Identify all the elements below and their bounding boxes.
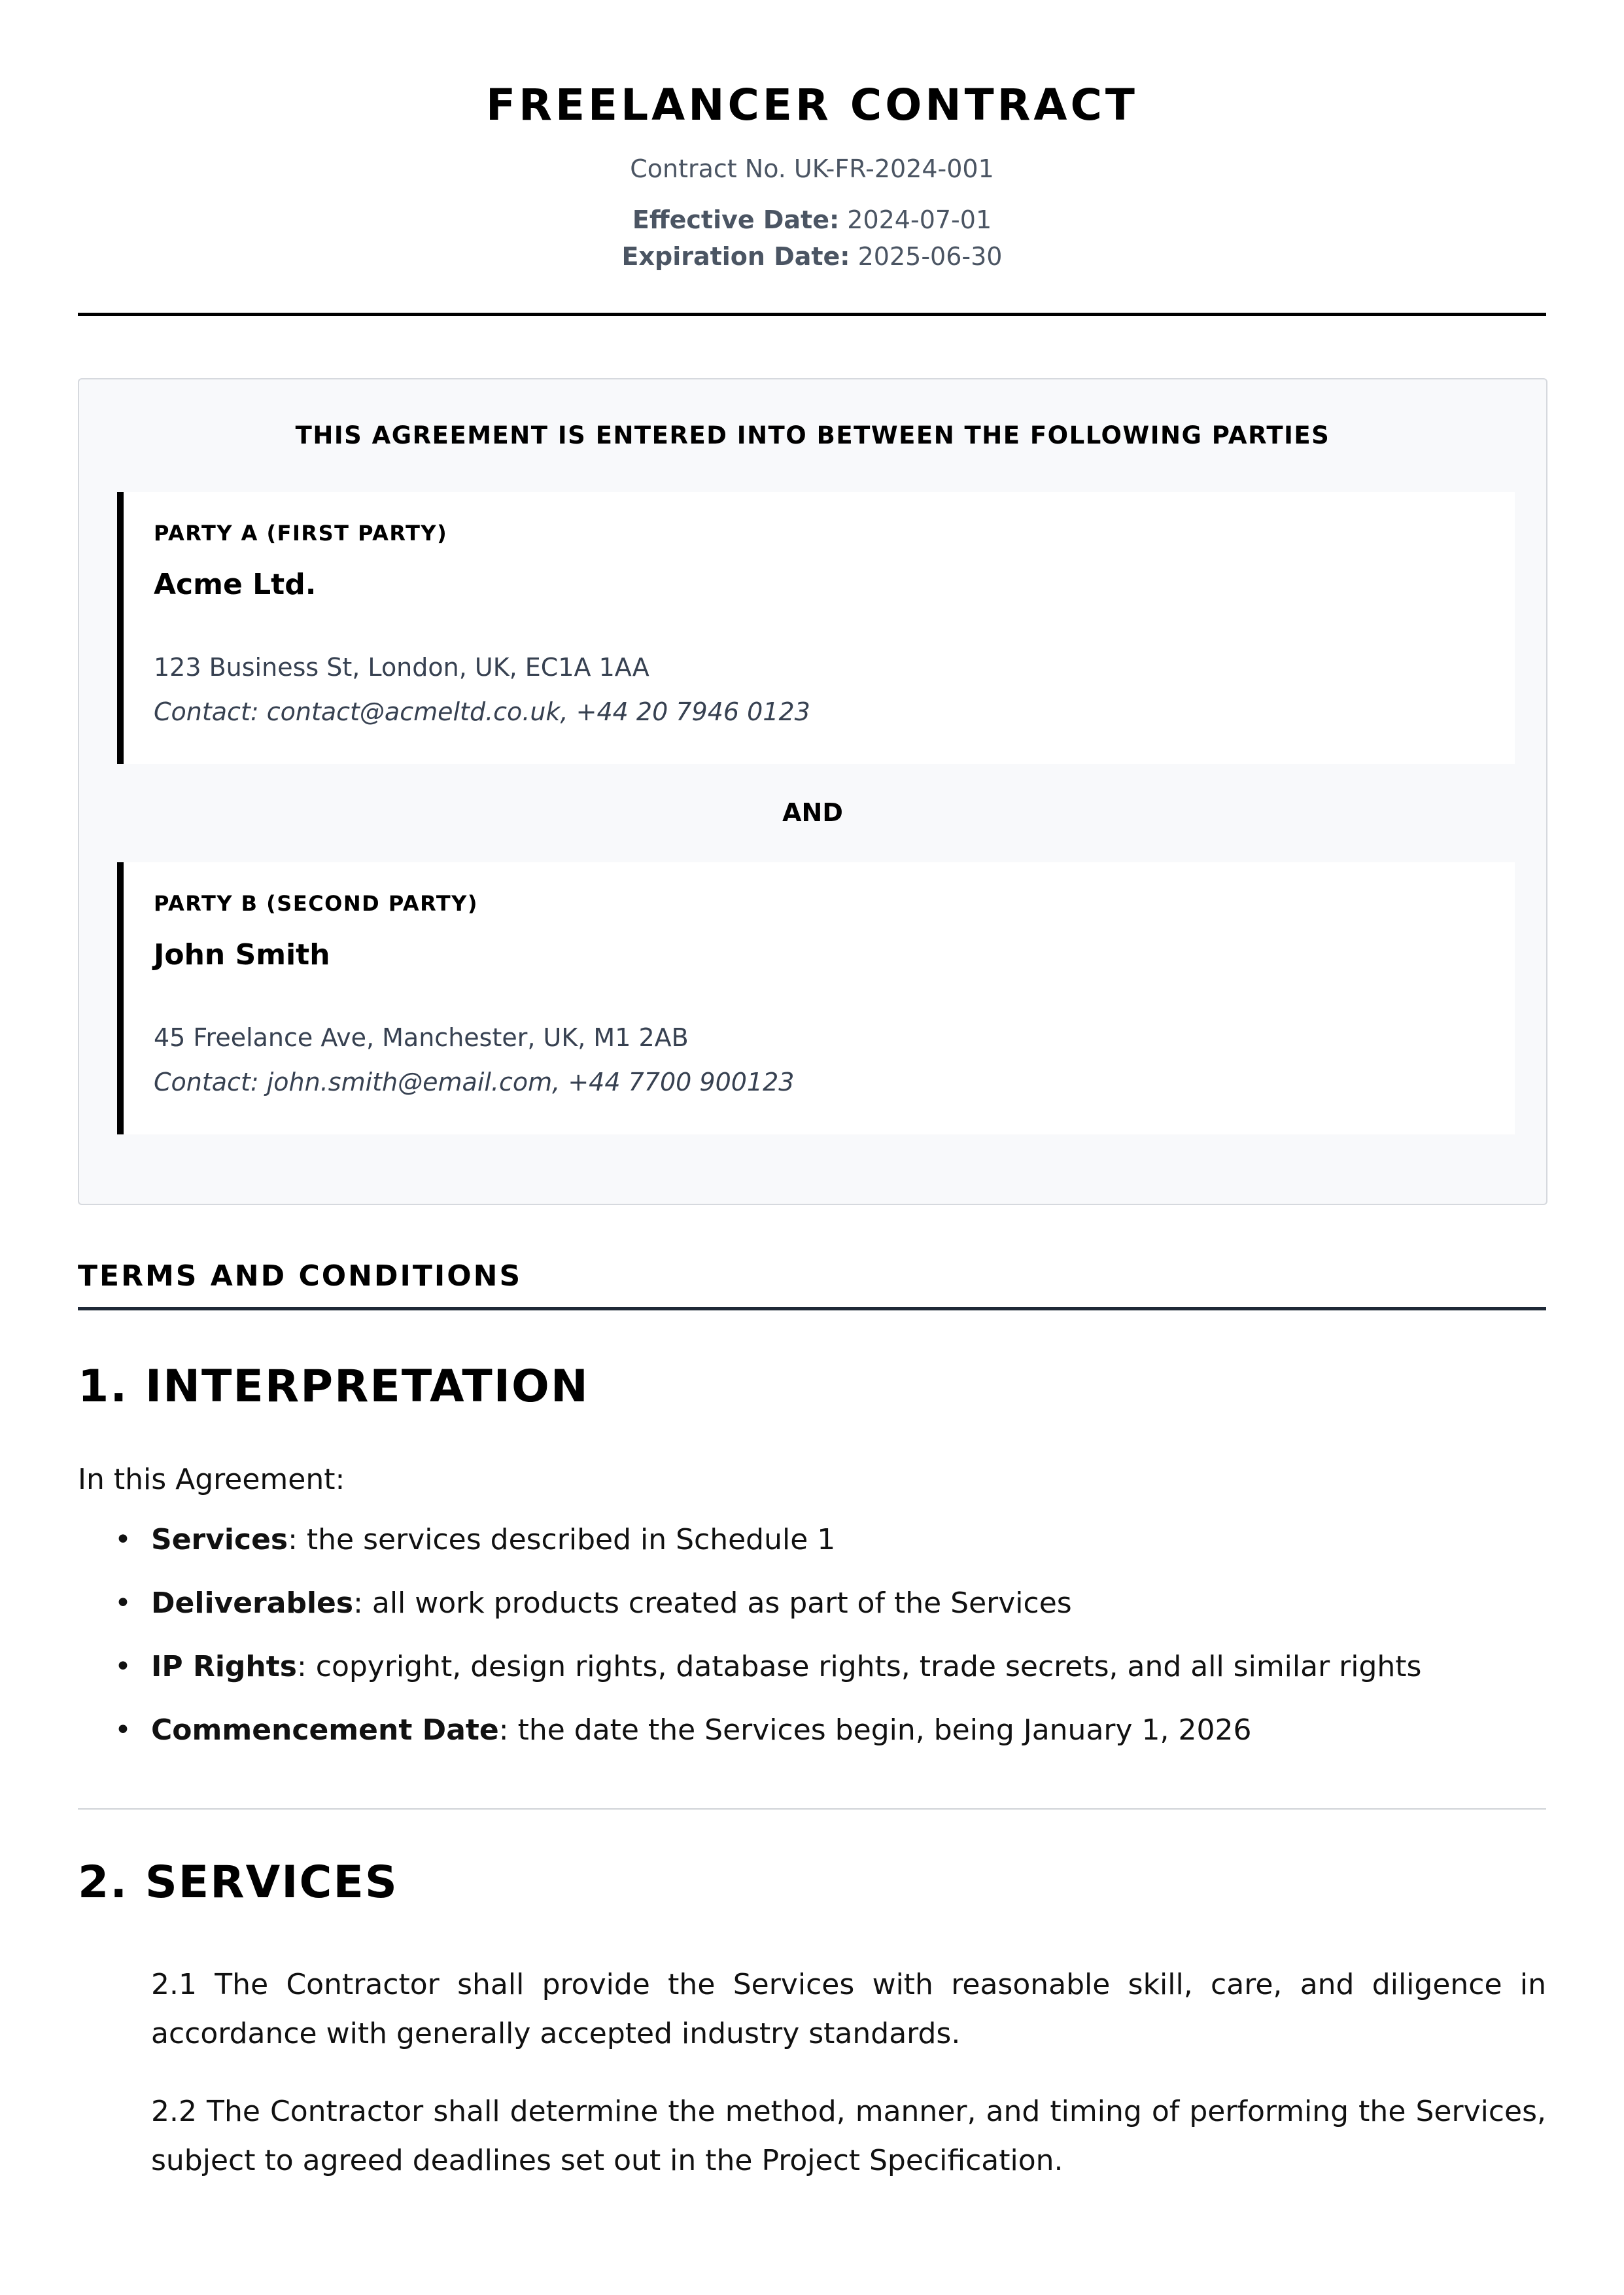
party-b-contact: Contact: john.smith@email.com, +44 7700 900123 [154, 1068, 795, 1096]
definition-item [114, 1650, 1422, 1713]
effective-date-label: Effective Date: [632, 205, 840, 234]
terms-heading: TERMS AND CONDITIONS [78, 1259, 523, 1293]
party-a-label: PARTY A (FIRST PARTY) [154, 521, 448, 546]
and-label: AND [782, 798, 843, 827]
definition-item [114, 1523, 1421, 1586]
party-b-name: John Smith [154, 938, 330, 972]
party-a-contact: Contact: contact@acmeltd.co.uk, +44 20 7946 0123 [154, 697, 810, 726]
terms-divider [78, 1307, 1546, 1310]
party-a-card [117, 492, 1515, 764]
definition-text: : all work products created as part of the Services [353, 1586, 1072, 1620]
section-title-services: 2. SERVICES [78, 1857, 398, 1908]
party-b-address: 45 Freelance Ave, Manchester, UK, M1 2AB [154, 1023, 689, 1052]
section-title-interpretation: 1. INTERPRETATION [78, 1361, 589, 1412]
definition-term: IP Rights [151, 1650, 297, 1683]
definition-term: Commencement Date [151, 1713, 499, 1747]
party-b-label: PARTY B (SECOND PARTY) [154, 891, 478, 916]
expiration-date-label: Expiration Date: [621, 242, 850, 271]
definitions-list [114, 1523, 1422, 1777]
clause-2-1: 2.1 The Contractor shall provide the Services with reasonable skill, care, and diligence in accordance with generally accepted industry standards. [151, 1968, 1546, 2050]
effective-date [78, 205, 1546, 234]
expiration-date-value: 2025-06-30 [857, 242, 1003, 271]
definition-item [114, 1713, 1421, 1777]
bullet-icon: • [114, 1523, 131, 1556]
parties-heading: THIS AGREEMENT IS ENTERED INTO BETWEEN THE FOLLOWING PARTIES [295, 421, 1330, 449]
definition-item [114, 1586, 1421, 1650]
bullet-icon: • [114, 1586, 131, 1620]
party-b-card [117, 862, 1515, 1134]
party-a-address: 123 Business St, London, UK, EC1A 1AA [154, 653, 649, 682]
definition-text: : the services described in Schedule 1 [288, 1523, 836, 1556]
section-divider [78, 1808, 1546, 1810]
bullet-icon: • [114, 1650, 131, 1683]
effective-date-value: 2024-07-01 [847, 205, 992, 234]
definition-text: : the date the Services begin, being January 1, 2026 [498, 1713, 1252, 1747]
bullet-icon: • [114, 1713, 131, 1747]
expiration-date [78, 242, 1546, 271]
definition-term: Services [151, 1523, 288, 1556]
header-divider [78, 313, 1546, 316]
clause-2-2: 2.2 The Contractor shall determine the method, manner, and timing of performing the Services, subject to agreed deadlines set out in the Project Specification. [151, 2095, 1546, 2177]
contract-title: FREELANCER CONTRACT [486, 80, 1138, 130]
definition-text: : copyright, design rights, database rights, trade secrets, and all similar rights [296, 1650, 1422, 1683]
interpretation-intro: In this Agreement: [78, 1463, 345, 1496]
definition-term: Deliverables [151, 1586, 354, 1620]
party-a-name: Acme Ltd. [154, 568, 317, 601]
parties-box [78, 378, 1547, 1205]
contract-number: Contract No. UK-FR-2024-001 [630, 154, 994, 183]
